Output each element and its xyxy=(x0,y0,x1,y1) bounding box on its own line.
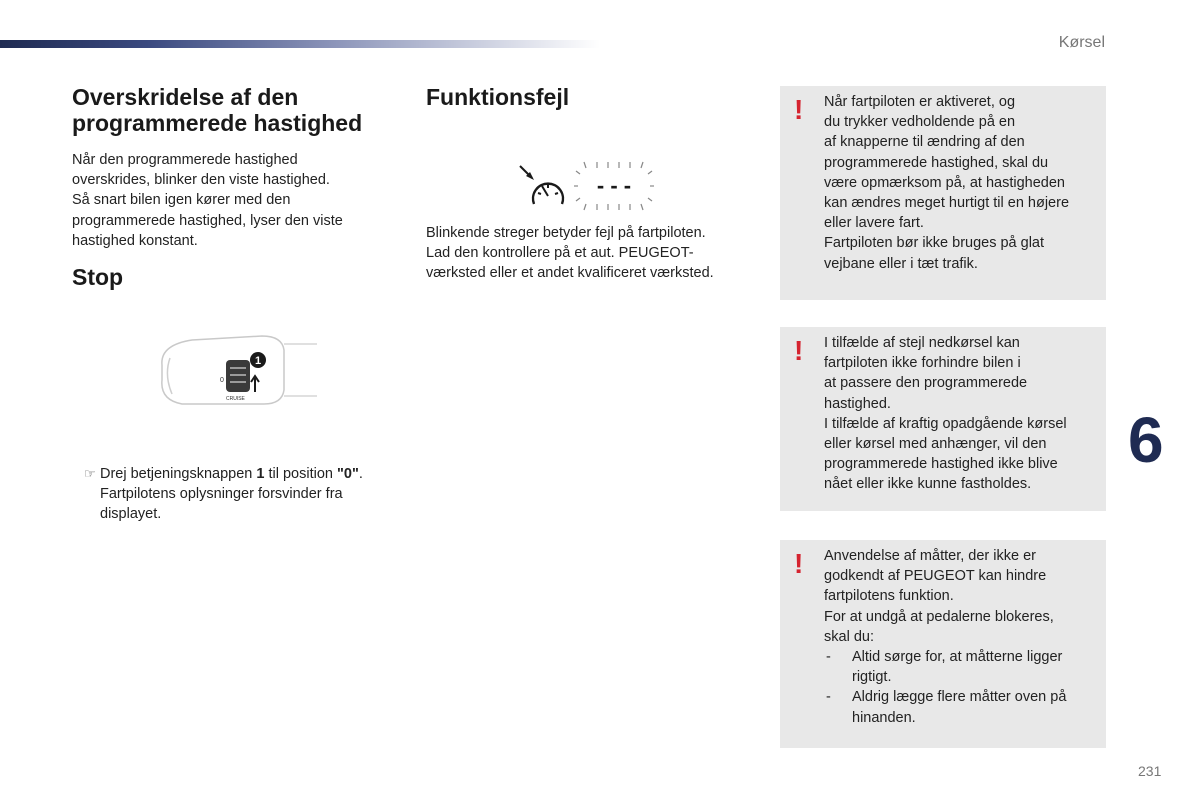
text-line: af knapperne til ændring af den xyxy=(824,134,1025,151)
text-line: For at undgå at pedalerne blokeres, xyxy=(824,608,1054,625)
arrow-up-icon xyxy=(251,376,259,392)
text-line: programmerede hastighed, skal du xyxy=(824,154,1049,171)
text-line: hastighed. xyxy=(824,395,891,412)
text-line: Anvendelse af måtter, der ikke er xyxy=(824,548,1036,564)
heading-line: programmerede hastighed xyxy=(72,110,363,136)
warning-exclamation-icon: ! xyxy=(794,548,804,579)
warning-notice-3 xyxy=(780,540,1106,748)
warning-notice-1 xyxy=(780,86,1106,300)
instruction-line-2: Fartpilotens oplysninger forsvinder fra xyxy=(100,486,343,503)
overspeed-paragraph xyxy=(72,150,392,251)
text-line: Lad den kontrollere på et aut. PEUGEOT- xyxy=(426,245,694,262)
text-line: Når fartpiloten er aktiveret, og xyxy=(824,94,1016,110)
text-line: kan ændres meget hurtigt til en højere xyxy=(824,195,1070,212)
notice-text xyxy=(824,333,1094,495)
text-line: programmerede hastighed ikke blive xyxy=(824,456,1058,473)
text-line: Aldrig lægge flere måtter oven på xyxy=(852,689,1067,706)
dashes-readout: - - - xyxy=(596,173,632,198)
warning-notice-2 xyxy=(780,327,1106,511)
header-gradient-bar xyxy=(0,40,600,48)
position-zero-label: 0 xyxy=(220,377,224,384)
dash-bullet: - xyxy=(826,689,831,706)
text-line: eller lavere fart. xyxy=(824,215,924,232)
text-line: Så snart bilen igen kører med den xyxy=(72,192,291,209)
instruction-line-1: Drej betjeningsknappen 1 til position "0". xyxy=(100,466,363,482)
text-line: at passere den programmerede xyxy=(824,375,1028,392)
text-line: Altid sørge for, at måtterne ligger xyxy=(852,649,1063,666)
stop-instruction xyxy=(84,464,394,525)
text-line: værksted eller et andet kvalificeret værksted. xyxy=(426,265,714,282)
section-title: Kørsel xyxy=(1058,34,1105,51)
list-item xyxy=(824,687,1094,727)
text-line: vejbane eller i tæt trafik. xyxy=(824,255,978,272)
chapter-number: 6 xyxy=(1128,404,1164,476)
text-line: Når den programmerede hastighed xyxy=(72,152,298,168)
dash-bullet: - xyxy=(826,649,831,666)
text-line: fartpilotens funktion. xyxy=(824,588,954,605)
text-line: hastighed konstant. xyxy=(72,232,198,249)
text-line: fartpiloten ikke forhindre bilen i xyxy=(824,355,1021,372)
text-line: nået eller ikke kunne fastholdes. xyxy=(824,476,1032,493)
cruise-label: CRUISE xyxy=(226,396,245,402)
instruction-line-3: displayet. xyxy=(100,506,162,523)
malfunction-heading: Funktionsfejl xyxy=(426,84,570,110)
text-line: hinanden. xyxy=(852,709,916,726)
notice-text xyxy=(824,92,1094,274)
text-line: programmerede hastighed, lyser den viste xyxy=(72,212,343,229)
overspeed-heading xyxy=(72,84,392,136)
text-line: I tilfælde af stejl nedkørsel kan xyxy=(824,335,1020,351)
text-line: være opmærksom på, at hastigheden xyxy=(824,174,1065,191)
list-item xyxy=(824,647,1094,687)
heading-line: Overskridelse af den xyxy=(72,84,299,110)
warning-exclamation-icon: ! xyxy=(794,94,804,125)
text-line: godkendt af PEUGEOT kan hindre xyxy=(824,568,1047,585)
text-line: overskrides, blinker den viste hastighed. xyxy=(72,172,330,189)
stop-heading: Stop xyxy=(72,264,124,290)
text-line: Fartpiloten bør ikke bruges på glat xyxy=(824,235,1045,252)
text-line: Blinkende streger betyder fejl på fartpiloten. xyxy=(426,225,706,241)
text-line: I tilfælde af kraftig opadgående kørsel xyxy=(824,415,1067,432)
text-line: eller kørsel med anhænger, vil den xyxy=(824,436,1047,453)
cruise-control-stalk-illustration xyxy=(152,330,322,430)
notice-text xyxy=(824,546,1094,728)
text-line: rigtigt. xyxy=(852,669,892,686)
callout-number: 1 xyxy=(254,355,262,367)
text-line: du trykker vedholdende på en xyxy=(824,114,1016,131)
text-line: skal du: xyxy=(824,628,874,645)
speedometer-icon xyxy=(520,166,563,204)
warning-exclamation-icon: ! xyxy=(794,335,804,366)
page-number: 231 xyxy=(1138,763,1162,779)
cruise-fault-display-illustration xyxy=(512,160,662,212)
blinking-dashes-icon xyxy=(574,162,654,210)
malfunction-paragraph xyxy=(426,223,746,284)
pointing-hand-icon: ☞ xyxy=(84,466,96,481)
